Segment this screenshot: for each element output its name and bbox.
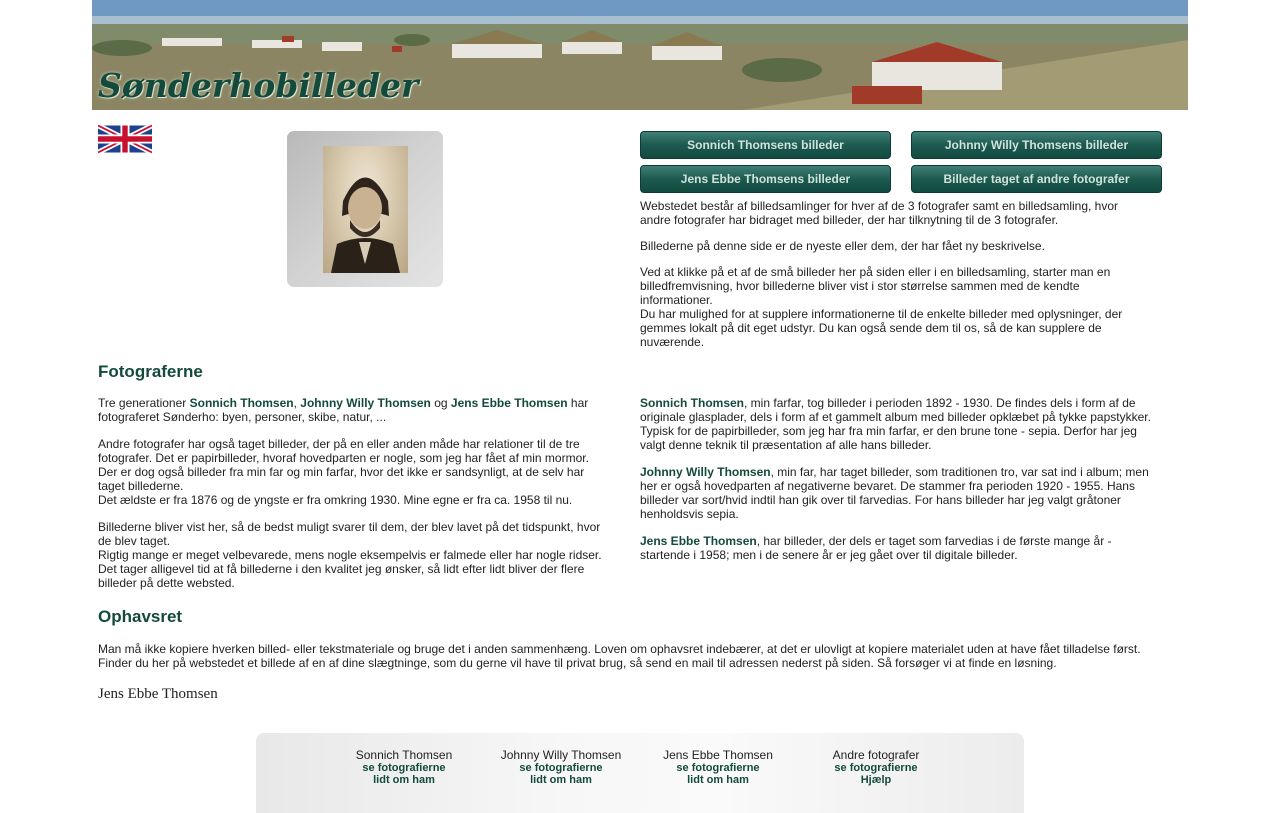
johnny-description	[640, 465, 1162, 521]
signature: Jens Ebbe Thomsen	[98, 686, 218, 702]
link-jens-ebbe-thomsen[interactable]: Jens Ebbe Thomsen	[450, 396, 568, 410]
footer-link-about[interactable]: lidt om ham	[373, 774, 435, 786]
footer-link-see-photos[interactable]: se fotografierne	[834, 762, 918, 774]
photographers-heading: Fotograferne	[98, 362, 203, 381]
photographers-left-column	[98, 396, 613, 590]
footer-nav	[256, 733, 1024, 813]
intro-text	[640, 199, 1140, 349]
intro-paragraph: Billederne på denne side er de nyeste eller dem, der har fået ny beskrivelse.	[640, 239, 1045, 253]
link-jens-ebbe-thomsen[interactable]: Jens Ebbe Thomsen	[640, 534, 757, 548]
text-span: , min farfar, tog billeder i perioden 1892 - 1930. De findes dels i form af de originale glasplader, dels i form af et gammelt album med billeder opklæbet på tykke papstykker. Typisk for de papirbilleder, som jeg har fra min farfar, er den brune tone - sepia. Derfor har jeg valgt denne teknik til præsentation af alle hans billeder.	[640, 396, 1151, 452]
footer-column-title: Andre fotografer	[832, 748, 920, 762]
copyright-text	[98, 642, 1173, 670]
intro-paragraph: Webstedet består af billedsamlinger for hver af de 3 fotografer samt en billedsamling, hvor andre fotografer har bidraget med billeder, der har tilknytning til de 3 fotografer.	[640, 199, 1119, 227]
johnny-willy-thomsen-photos-button[interactable]: Johnny Willy Thomsens billeder	[911, 131, 1162, 159]
paragraph: Finder du her på webstedet et billede af en af dine slægtninge, som du gerne vil have til privat brug, så send en mail til adressen nederst på siden. Så forsøger vi at finde en løsning.	[98, 656, 1057, 670]
uk-flag-icon[interactable]	[98, 122, 152, 156]
photographers-intro	[98, 396, 613, 424]
link-johnny-willy-thomsen[interactable]: Johnny Willy Thomsen	[300, 396, 431, 410]
paragraph: Det ældste er fra 1876 og de yngste er fra omkring 1930. Mine egne er fra ca. 1958 til nu.	[98, 493, 573, 507]
paragraph: Det tager alligevel tid at få billederne i den kvalitet jeg ønsker, så lidt efter lidt bliver der flere billeder på dette websted.	[98, 562, 585, 590]
text-span: , har billeder, der dels er taget som farvedias i de første mange år - startende i 1958; men i de senere år er jeg gået over til digitale billeder.	[640, 534, 1112, 562]
jens-description	[640, 534, 1162, 562]
link-johnny-willy-thomsen[interactable]: Johnny Willy Thomsen	[640, 465, 771, 479]
footer-link-see-photos[interactable]: se fotografierne	[519, 762, 603, 774]
text-span: har fotograferet Sønderho: byen, personer, skibe, natur, ...	[98, 396, 589, 424]
paragraph: Billederne bliver vist her, så de bedst muligt svarer til dem, der blev lavet på det tidspunkt, hvor de blev taget.	[98, 520, 601, 548]
sonnich-thomsen-photos-button[interactable]: Sonnich Thomsens billeder	[640, 131, 891, 159]
jens-ebbe-thomsen-photos-button[interactable]: Jens Ebbe Thomsens billeder	[640, 165, 891, 193]
footer-link-see-photos[interactable]: se fotografierne	[362, 762, 446, 774]
copyright-heading: Ophavsret	[98, 607, 183, 626]
paragraph: Der er dog også billeder fra min far og min farfar, hvor det ikke er sandsynligt, at de selv har taget billederne.	[98, 465, 585, 493]
photographers-right-column	[640, 396, 1162, 575]
featured-photo-frame[interactable]	[287, 131, 443, 287]
featured-portrait-photo[interactable]	[323, 146, 408, 273]
text-span: og	[430, 396, 451, 410]
sonnich-description	[640, 396, 1162, 452]
text-span: Tre generationer	[98, 396, 190, 410]
footer-column-title: Jens Ebbe Thomsen	[663, 748, 773, 762]
footer-link-about[interactable]: lidt om ham	[530, 774, 592, 786]
footer-column-title: Sonnich Thomsen	[355, 748, 453, 762]
footer-column	[798, 748, 954, 786]
other-photographers-photos-button[interactable]: Billeder taget af andre fotografer	[911, 165, 1162, 193]
text-span: ,	[293, 396, 301, 410]
text-span: , min far, har taget billeder, som traditionen tro, var sat ind i album; men her er også hovedparten af negativerne bevaret. De stammer fra perioden 1920 - 1955. Hans billeder var sort/hvid indtil han gik over til farvedias. For hans billeder har jeg valgt gråtoner henholdsvis sepia.	[640, 465, 1149, 521]
intro-paragraph: Du har mulighed for at supplere informationerne til de enkelte billeder med oplysninger, der gemmes lokalt på dit eget udstyr. Du kan også sende dem til os, så de kan supplere de nuværende.	[640, 307, 1123, 349]
site-logo-title: Sønderhobilleder	[98, 66, 419, 105]
paragraph: Man må ikke kopiere hverken billed- eller tekstmateriale og bruge det i anden sammenhæng. Loven om ophavsret indebærer, at det er ulovligt at kopiere materialet uden at have fået tilladelse først.	[98, 642, 1141, 656]
paragraph: Rigtig mange er meget velbevarede, mens nogle eksempelvis er falmede eller har nogle ridser.	[98, 548, 602, 562]
header-banner	[92, 0, 1188, 110]
footer-link-about[interactable]: lidt om ham	[687, 774, 749, 786]
footer-link-help[interactable]: Hjælp	[860, 774, 892, 786]
footer-column-title: Johnny Willy Thomsen	[500, 748, 622, 762]
link-sonnich-thomsen[interactable]: Sonnich Thomsen	[640, 396, 745, 410]
paragraph: Andre fotografer har også taget billeder, der på en eller anden måde har relationer til de tre fotografer. Det er papirbilleder, hvoraf hovedparten er nogle, som jeg har fået af min mormor.	[98, 437, 589, 465]
footer-column	[640, 748, 796, 786]
intro-paragraph: Ved at klikke på et af de små billeder her på siden eller i en billedsamling, starter man en billedfremvisning, hvor billederne bliver vist i stor størrelse sammen med de kendte informationer.	[640, 265, 1111, 307]
link-sonnich-thomsen[interactable]: Sonnich Thomsen	[189, 396, 294, 410]
footer-column	[483, 748, 639, 786]
footer-link-see-photos[interactable]: se fotografierne	[676, 762, 760, 774]
footer-column	[326, 748, 482, 786]
